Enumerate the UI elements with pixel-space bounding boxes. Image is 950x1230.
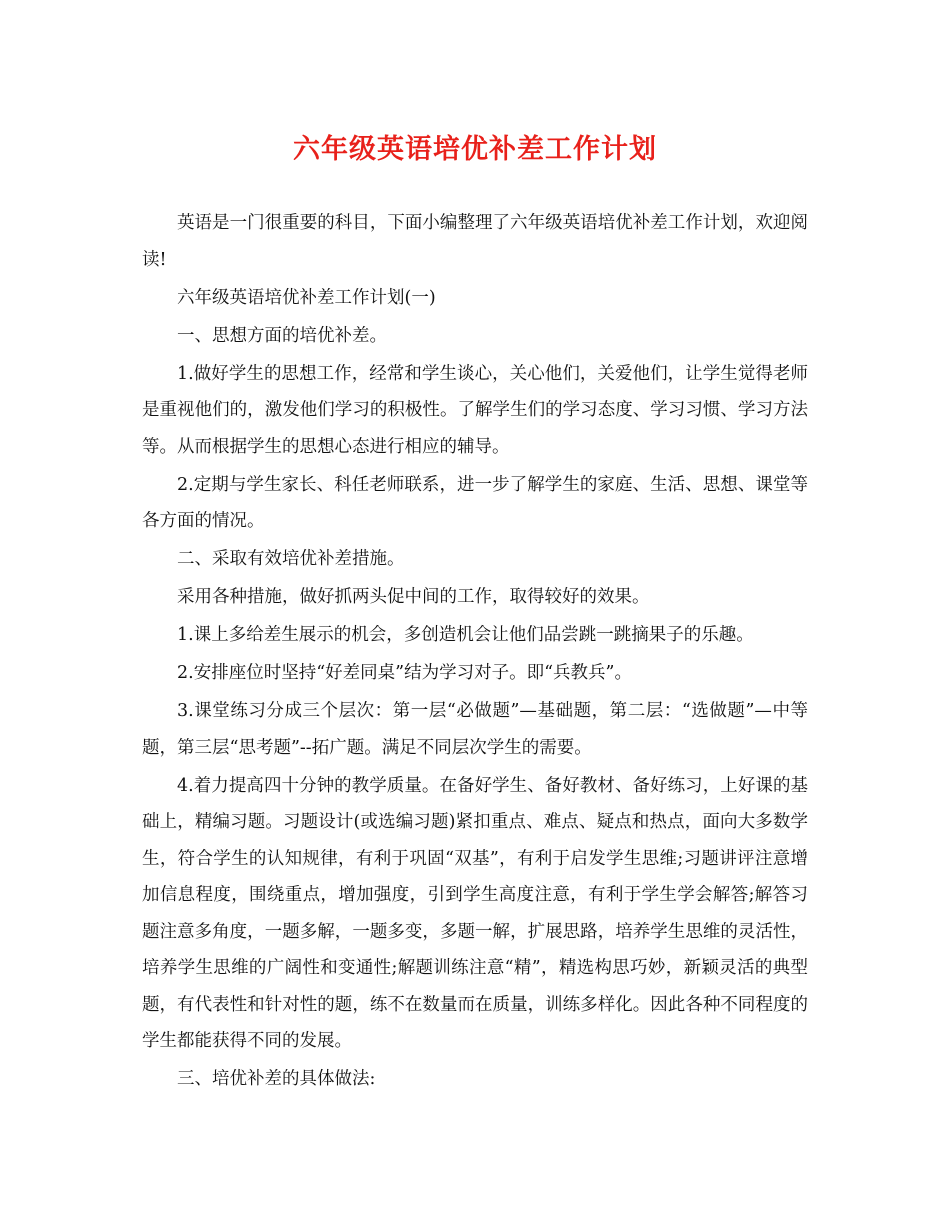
document-title: 六年级英语培优补差工作计划 xyxy=(293,134,657,165)
list-item: 3.课堂练习分成三个层次：第一层“必做题”—基础题，第二层：“选做题”—中等题，第三层“思考题”--拓广题。满足不同层次学生的需要。 xyxy=(142,701,808,758)
list-item: 4.着力提高四十分钟的教学质量。在备好学生、备好教材、备好练习，上好课的基础上，精编习题。习题设计(或选编习题)紧扣重点、难点、疑点和热点，面向大多数学生，符合学生的认知规律，有利于巩固“双基”，有利于启发学生思维;习题讲评注意增加信息程度，围绕重点，增加强度，引到学生高度注意，有利于学生学会解答;解答习题注意多角度，一题多解，一题多变，多题一解，扩展思路，培养学生思维的灵活性，培养学生思维的广阔性和变通性;解题训练注意“精”，精选构思巧妙，新颖灵活的典型题，有代表性和针对性的题，练不在数量而在质量，训练多样化。因此各种不同程度的学生都能获得不同的发展。 xyxy=(142,775,808,1051)
plan-heading: 六年级英语培优补差工作计划(一) xyxy=(177,287,436,308)
list-item: 2.定期与学生家长、科任老师联系，进一步了解学生的家庭、生活、思想、课堂等各方面的情况。 xyxy=(142,474,808,531)
list-item: 1.做好学生的思想工作，经常和学生谈心，关心他们，关爱他们，让学生觉得老师是重视他们的，激发他们学习的积极性。了解学生们的学习态度、学习习惯、学习方法等。从而根据学生的思想心态进行相应的辅导。 xyxy=(142,363,808,457)
section-heading-1: 一、思想方面的培优补差。 xyxy=(177,325,387,346)
list-item: 2.安排座位时坚持“好差同桌”结为学习对子。即“兵教兵”。 xyxy=(177,663,632,683)
body-paragraph: 采用各种措施，做好抓两头促中间的工作，取得较好的效果。 xyxy=(177,587,650,607)
section-heading-3: 三、培优补差的具体做法: xyxy=(177,1069,376,1089)
list-item: 1.课上多给差生展示的机会，多创造机会让他们品尝跳一跳摘果子的乐趣。 xyxy=(177,625,754,645)
document-body xyxy=(142,205,808,1099)
section-heading-2: 二、采取有效培优补差措施。 xyxy=(177,549,405,569)
intro-paragraph: 英语是一门很重要的科目，下面小编整理了六年级英语培优补差工作计划，欢迎阅读! xyxy=(142,213,808,270)
